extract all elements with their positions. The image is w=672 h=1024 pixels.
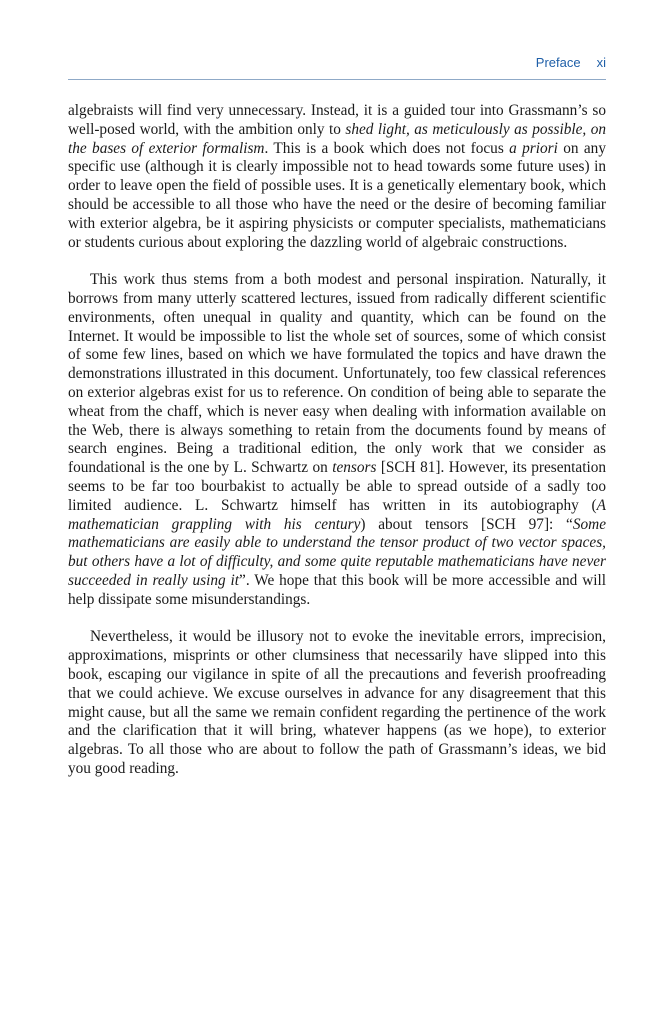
- text-run: Nevertheless, it would be illusory not to evoke the inevitable errors, imprecision, approximations, misprints or other clumsiness that necessarily have slipped into this book, escaping our vigilance in spite of all the precautions and feverish proofreading that we could achieve. We excuse ourselves in advance for any disagreement that this might cause, but all the same we remain confident regarding the pertinence of the work and the clarification that it will bring, whatever happens (as we hope), to exterior algebras. To all those who are about to follow the path of Grassmann’s ideas, we bid you good reading.: [68, 628, 606, 777]
- paragraph-continuation: [68, 102, 606, 252]
- italic-run: Some mathematicians are easily able to understand the tensor product of two vector spaces, but others have a lot of difficulty, and some quite reputable mathematicians have never succeeded in really using it: [68, 515, 606, 589]
- italic-run: A mathematician grappling with his century: [68, 496, 606, 533]
- section-title: Preface: [535, 55, 581, 70]
- running-head: [68, 55, 606, 71]
- paragraph: [68, 271, 606, 609]
- page-number: xi: [596, 55, 606, 70]
- body-text: [68, 102, 606, 797]
- italic-run: a priori: [509, 139, 558, 157]
- italic-run: shed light, as meticulously as possible, on the bases of exterior formalism: [68, 120, 606, 157]
- text-run: on any specific use (although it is clearly impossible not to head towards some future uses) in order to leave open the field of possible uses. It is a genetically elementary book, which should be accessible to all those who have the need or the desire of becoming familiar with exterior algebra, be it aspiring physicists or computer specialists, mathematicians or students curious about exploring the dazzling world of algebraic constructions.: [68, 139, 606, 251]
- text-run: . This is a book which does not focus: [264, 139, 510, 157]
- header-rule: [68, 79, 606, 80]
- italic-run: tensors: [332, 459, 377, 477]
- text-run: ”. We hope that this book will be more accessible and will help dissipate some misunderstandings.: [68, 571, 606, 608]
- text-run: algebraists will find very unnecessary. Instead, it is a guided tour into Grassmann’s so well-posed world, with the ambition only to: [68, 102, 606, 138]
- paragraph: [68, 628, 606, 778]
- text-run: [SCH 81]. However, its presentation seems to be far too bourbakist to actually be able to spread outside of a sadly too limited audience. L. Schwartz himself has written in its autobiography (: [68, 459, 606, 514]
- text-run: This work thus stems from a both modest and personal inspiration. Naturally, it borrows from many utterly scattered lectures, issued from radically different scientific environments, often unequal in quality and quantity, which can be found on the Internet. It would be impossible to list the whole set of sources, some of which consist of some few lines, based on which we have formulated the topics and have drawn the demonstrations illustrated in this document. Unfortunately, too few classical references on exterior algebras exist for us to reference. On condition of being able to separate the wheat from the chaff, which is never easy when dealing with information available on the Web, there is always something to retain from the documents found by means of search engines. Being a traditional edition, the only work that we consider as foundational is the one by L. Schwartz on: [68, 271, 606, 477]
- text-run: ) about tensors [SCH 97]: “: [360, 515, 573, 533]
